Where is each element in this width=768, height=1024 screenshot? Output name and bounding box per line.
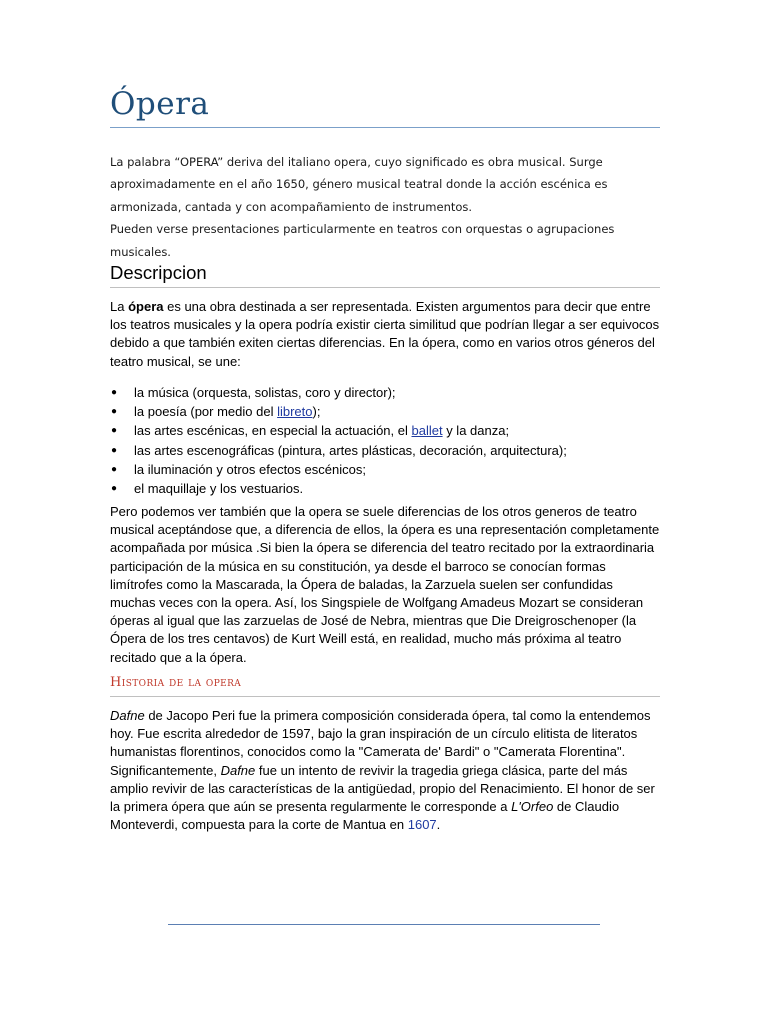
list-item (110, 384, 660, 403)
section-divider (110, 696, 660, 697)
libreto-link[interactable]: libreto (277, 404, 313, 420)
bullet-icon: ● (111, 387, 118, 398)
text-run: es una obra destinada a ser representada. Existen argumentos para decir que entre los teatros musicales y la opera podría existir cierta similitud que podrían llegar a ser equivocos debido a que también exiten ciertas diferencias. En la ópera, como en varios otros géneros del teatro musical, se une: (110, 299, 660, 369)
text-run: de Jacopo Peri fue la primera composición considerada ópera, tal como la entendemos hoy. Fue escrita alrededor de 1597, bajo la gran inspiración de un círculo elitista de literatos humanistas florentinos, conocidos como la "Camerata de' Bardi" o "Camerata Florentina". Significantemente, (110, 708, 651, 778)
list-item-text: las artes escénicas, en especial la actuación, el (134, 423, 412, 439)
text-run: La (110, 299, 129, 314)
list-item-text: la iluminación y otros efectos escénicos; (134, 461, 366, 477)
bullet-icon: ● (111, 463, 118, 475)
bold-term: ópera (128, 299, 164, 314)
list-item (110, 442, 660, 461)
list-item-text: las artes escenográficas (pintura, artes plásticas, decoración, arquitectura); (134, 442, 567, 458)
list-item (110, 422, 660, 441)
italic-title: Dafne (220, 762, 256, 778)
comparison-paragraph: Pero podemos ver también que la opera se suele diferencias de los otros generos de teatro musical aceptándose que, a diferencia de ellos, la ópera es una representación completamente acompañada por música .Si bien la ópera se diferencia del teatro recitado por la extraordinaria participación de la música en su constitución, ya desde el barroco se conocían formas limítrofes como la Mascarada, la Ópera de baladas, la Zarzuela suelen ser confundidas muchas veces con la opera. Así, los Singspiele de Wolfgang Amadeus Mozart se consideran óperas al igual que las zarzuelas de José de Nebra, mientras que Die Dreigroschenoper (la Ópera de los tres centavos) de Kurt Weill está, en realidad, mucho más próxima al teatro recitado que a la ópera. (110, 504, 660, 665)
intro-paragraph: La palabra “OPERA” deriva del italiano opera, cuyo significado es obra musical. Surge aproximadamente en el año 1650, género musical teatral donde la acción escénica es armonizada, cantada y con acompañamiento de instrumentos. (110, 155, 608, 214)
list-item (110, 403, 660, 422)
list-item (110, 480, 660, 499)
italic-title: Dafne (110, 708, 145, 723)
italic-title: L'Orfeo (511, 799, 554, 815)
list-item-text: la música (orquesta, solistas, coro y director); (134, 385, 396, 400)
bullet-icon: ● (111, 425, 118, 437)
arts-list (110, 384, 660, 499)
bullet-icon: ● (111, 406, 118, 418)
page-title: Ópera (110, 86, 210, 122)
bullet-icon: ● (111, 482, 118, 494)
heading-text: Historia de la opera (110, 675, 242, 690)
footer-divider (168, 924, 600, 925)
text-run: de Claudio Monteverdi, compuesta para la corte de Mantua en (110, 799, 620, 833)
section-divider (110, 287, 660, 288)
bullet-icon: ● (111, 444, 118, 456)
descripcion-paragraph (110, 298, 660, 371)
ballet-link[interactable]: ballet (411, 423, 443, 439)
list-item-text: ); (312, 404, 321, 420)
section-heading-historia (110, 675, 241, 690)
intro-paragraph: Pueden verse presentaciones particularmente en teatros con orquestas o agrupaciones musicales. (110, 222, 615, 259)
intro-section (110, 151, 660, 263)
year-link[interactable]: 1607 (407, 817, 437, 833)
title-divider (110, 127, 660, 128)
text-run: fue un intento de revivir la tragedia griega clásica, parte del más amplio revivir de las características de la antigüedad, propio del Renacimiento. El honor de ser la primera ópera que aún se presenta regularmente le corresponde a (110, 762, 655, 815)
list-item-text: el maquillaje y los vestuarios. (134, 480, 304, 496)
list-item-text: la poesía (por medio del (134, 404, 278, 420)
section-heading-descripcion: Descripcion (110, 262, 207, 283)
list-item-text: y la danza; (442, 423, 510, 439)
historia-paragraph (110, 707, 660, 834)
list-item (110, 461, 660, 480)
text-run: . (436, 817, 441, 833)
